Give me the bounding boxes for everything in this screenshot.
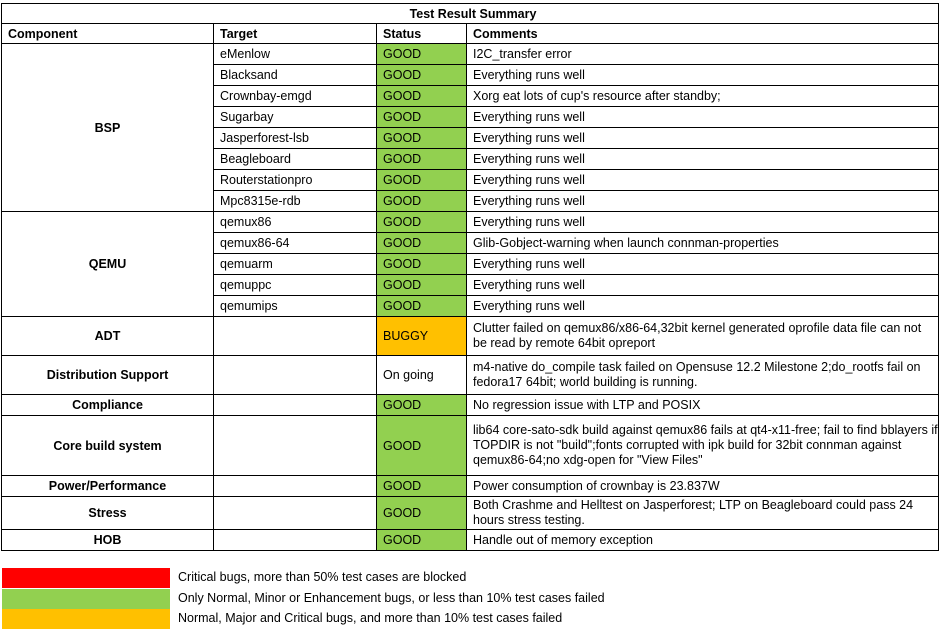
table-row: [2, 317, 939, 356]
legend-swatch-orange: [2, 609, 170, 629]
legend-swatch-red: [2, 568, 170, 588]
status-cell: GOOD: [377, 275, 467, 296]
comment-cell: I2C_transfer error: [467, 44, 939, 65]
comment-cell: m4-native do_compile task failed on Opensuse 12.2 Milestone 2;do_rootfs fail on fedora17 64bit; world building is running.: [467, 356, 939, 395]
component-cell: Stress: [2, 497, 214, 530]
header-status: Status: [377, 24, 467, 44]
target-cell: qemuarm: [214, 254, 377, 275]
comment-cell: Everything runs well: [467, 65, 939, 86]
target-cell: [214, 356, 377, 395]
target-cell: [214, 476, 377, 497]
target-cell: [214, 395, 377, 416]
table-row: [2, 497, 939, 530]
table-title: Test Result Summary: [2, 4, 939, 24]
status-cell: GOOD: [377, 107, 467, 128]
comment-cell: Everything runs well: [467, 149, 939, 170]
target-cell: [214, 497, 377, 530]
target-cell: Routerstationpro: [214, 170, 377, 191]
component-cell: Distribution Support: [2, 356, 214, 395]
status-cell: GOOD: [377, 212, 467, 233]
comment-cell: Power consumption of crownbay is 23.837W: [467, 476, 939, 497]
target-cell: Sugarbay: [214, 107, 377, 128]
comment-cell: Everything runs well: [467, 275, 939, 296]
status-cell: GOOD: [377, 416, 467, 476]
status-cell: GOOD: [377, 149, 467, 170]
status-cell: GOOD: [377, 44, 467, 65]
table-row: [2, 476, 939, 497]
status-cell: BUGGY: [377, 317, 467, 356]
status-cell: GOOD: [377, 233, 467, 254]
legend-label: Critical bugs, more than 50% test cases are blocked: [178, 570, 467, 584]
target-cell: qemuppc: [214, 275, 377, 296]
header-comments: Comments: [467, 24, 939, 44]
table-row: [2, 530, 939, 551]
comment-cell: Everything runs well: [467, 191, 939, 212]
comment-cell: Clutter failed on qemux86/x86-64,32bit kernel generated oprofile data file can not be read by remote 64bit opreport: [467, 317, 939, 356]
header-target: Target: [214, 24, 377, 44]
status-cell: GOOD: [377, 170, 467, 191]
comment-cell: Everything runs well: [467, 128, 939, 149]
legend-item-major: [2, 609, 702, 629]
status-cell: GOOD: [377, 65, 467, 86]
target-cell: [214, 317, 377, 356]
status-cell: GOOD: [377, 476, 467, 497]
target-cell: Crownbay-emgd: [214, 86, 377, 107]
status-cell: GOOD: [377, 86, 467, 107]
status-cell: On going: [377, 356, 467, 395]
comment-cell: lib64 core-sato-sdk build against qemux86 fails at qt4-x11-free; fail to find bblayers if TOPDIR is not "build";fonts corrupted with ipk build for 32bit connman against qemux86-64;no xdg-open for "View Files": [467, 416, 939, 476]
legend-label: Only Normal, Minor or Enhancement bugs, or less than 10% test cases failed: [178, 591, 605, 605]
comment-cell: Handle out of memory exception: [467, 530, 939, 551]
legend-swatch-green: [2, 589, 170, 609]
component-cell: BSP: [2, 44, 214, 212]
legend-item-good: [2, 589, 702, 609]
table-row: [2, 416, 939, 476]
table-row: [2, 212, 939, 233]
test-result-summary-table: [1, 3, 939, 551]
status-cell: GOOD: [377, 395, 467, 416]
status-cell: GOOD: [377, 254, 467, 275]
comment-cell: Everything runs well: [467, 107, 939, 128]
component-cell: Power/Performance: [2, 476, 214, 497]
comment-cell: Everything runs well: [467, 254, 939, 275]
comment-cell: Glib-Gobject-warning when launch connman-properties: [467, 233, 939, 254]
target-cell: [214, 416, 377, 476]
table-row: [2, 44, 939, 65]
comment-cell: Everything runs well: [467, 170, 939, 191]
legend-label: Normal, Major and Critical bugs, and more than 10% test cases failed: [178, 611, 563, 625]
target-cell: Mpc8315e-rdb: [214, 191, 377, 212]
status-cell: GOOD: [377, 191, 467, 212]
component-cell: Compliance: [2, 395, 214, 416]
status-cell: GOOD: [377, 296, 467, 317]
target-cell: [214, 530, 377, 551]
status-cell: GOOD: [377, 497, 467, 530]
target-cell: Beagleboard: [214, 149, 377, 170]
target-cell: eMenlow: [214, 44, 377, 65]
target-cell: Blacksand: [214, 65, 377, 86]
comment-cell: Everything runs well: [467, 296, 939, 317]
component-cell: ADT: [2, 317, 214, 356]
component-cell: Core build system: [2, 416, 214, 476]
header-component: Component: [2, 24, 214, 44]
legend-item-critical: [2, 568, 702, 588]
comment-cell: Both Crashme and Helltest on Jasperforest; LTP on Beagleboard could pass 24 hours stress testing.: [467, 497, 939, 530]
comment-cell: Xorg eat lots of cup's resource after standby;: [467, 86, 939, 107]
component-cell: HOB: [2, 530, 214, 551]
target-cell: qemux86: [214, 212, 377, 233]
target-cell: qemux86-64: [214, 233, 377, 254]
comment-cell: No regression issue with LTP and POSIX: [467, 395, 939, 416]
table-row: [2, 356, 939, 395]
target-cell: qemumips: [214, 296, 377, 317]
table-row: [2, 395, 939, 416]
status-cell: GOOD: [377, 128, 467, 149]
target-cell: Jasperforest-lsb: [214, 128, 377, 149]
component-cell: QEMU: [2, 212, 214, 317]
status-cell: GOOD: [377, 530, 467, 551]
comment-cell: Everything runs well: [467, 212, 939, 233]
